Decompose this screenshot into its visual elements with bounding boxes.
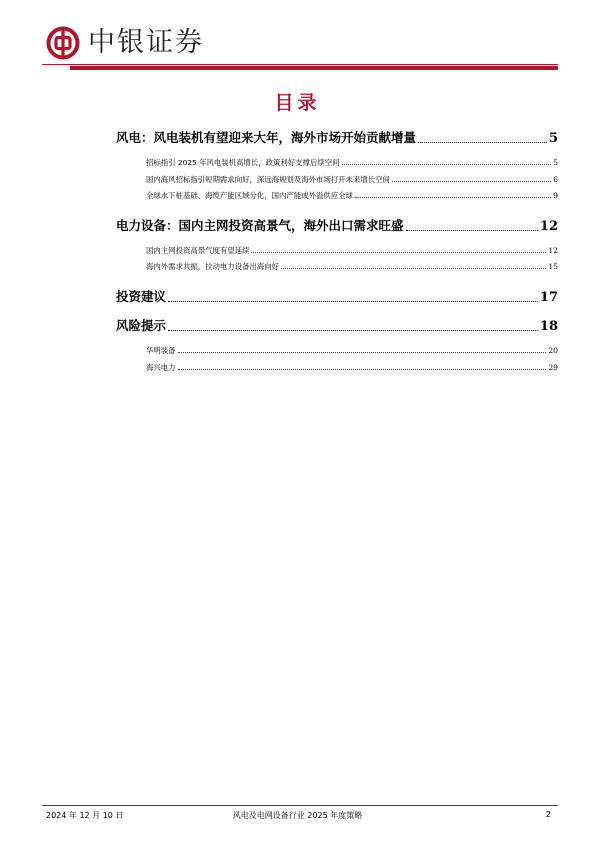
toc-subentry-text: 华明装备 bbox=[146, 346, 176, 355]
brand-logo bbox=[46, 25, 204, 61]
toc-entry-text: 投资建议 bbox=[116, 289, 167, 304]
toc-title: 目录 bbox=[274, 92, 321, 114]
header-divider-thin bbox=[42, 64, 558, 65]
toc-page-number: 6 bbox=[553, 175, 558, 184]
toc-subentry-text: 全球水下桩基础、海缆产能区域分化，国内产能或外溢供应全球 bbox=[146, 191, 353, 200]
toc-subentry[interactable] bbox=[146, 261, 558, 272]
toc-page-number: 15 bbox=[548, 262, 558, 271]
toc-subentry[interactable] bbox=[146, 190, 558, 201]
header-divider-thick bbox=[70, 66, 558, 70]
toc-entry-text: 风险提示 bbox=[116, 318, 167, 333]
toc-subentry[interactable] bbox=[146, 345, 558, 356]
toc-leader bbox=[418, 141, 547, 143]
toc-leader bbox=[281, 267, 546, 269]
toc-page-number: 5 bbox=[553, 158, 558, 167]
toc-leader bbox=[168, 300, 538, 302]
toc-subentry[interactable] bbox=[146, 157, 558, 168]
toc-leader bbox=[392, 180, 551, 182]
toc-entry-wind-power[interactable] bbox=[116, 128, 558, 146]
toc-subentry-text: 国内主网投资高景气度有望延续 bbox=[146, 246, 250, 255]
toc-subentry[interactable] bbox=[146, 362, 558, 373]
toc-leader bbox=[178, 351, 547, 353]
toc-leader bbox=[168, 329, 538, 331]
toc-page-number: 18 bbox=[539, 319, 558, 334]
toc-page-number: 17 bbox=[539, 290, 558, 305]
toc-entry-investment-advice[interactable] bbox=[116, 287, 558, 305]
toc-entry-text: 电力设备：国内主网投资高景气，海外出口需求旺盛 bbox=[116, 218, 404, 233]
brand-name: 中银证券 bbox=[88, 27, 204, 58]
toc-entry-power-equipment[interactable] bbox=[116, 216, 558, 234]
toc-leader bbox=[342, 163, 552, 165]
toc-subentry[interactable] bbox=[146, 245, 558, 256]
toc-page-number: 12 bbox=[539, 219, 558, 234]
bank-of-china-logo-icon bbox=[46, 26, 80, 60]
toc-entry-text: 风电：风电装机有望迎来大年，海外市场开始贡献增量 bbox=[116, 130, 417, 145]
toc-page-number: 9 bbox=[553, 191, 558, 200]
toc-leader bbox=[251, 251, 546, 253]
toc-entry-risk-warning[interactable] bbox=[116, 316, 558, 334]
toc-subentry-text: 海兴电力 bbox=[146, 363, 176, 372]
footer-divider bbox=[42, 805, 558, 806]
footer-page-number: 2 bbox=[545, 810, 551, 819]
toc-leader bbox=[406, 229, 538, 231]
toc-page-number: 29 bbox=[548, 363, 558, 372]
toc-page-number: 5 bbox=[548, 131, 558, 146]
toc-leader bbox=[178, 368, 547, 370]
toc-subentry-text: 招标指引 2025 年风电装机高增长，政策利好支撑后续空间 bbox=[146, 158, 340, 167]
footer-date: 2024 年 12 月 10 日 bbox=[46, 811, 124, 820]
footer-report-title: 风电及电网设备行业 2025 年度策略 bbox=[232, 811, 363, 820]
toc-subentry[interactable] bbox=[146, 174, 558, 185]
toc-leader bbox=[355, 196, 551, 198]
toc-page-number: 12 bbox=[548, 246, 558, 255]
toc-page-number: 20 bbox=[548, 346, 558, 355]
toc-subentry-text: 海内外需求共振，拉动电力设备出海向好 bbox=[146, 262, 280, 271]
toc-subentry-text: 国内海风招标指引短期需求向好，深远海规划及海外市场打开未来增长空间 bbox=[146, 175, 390, 184]
